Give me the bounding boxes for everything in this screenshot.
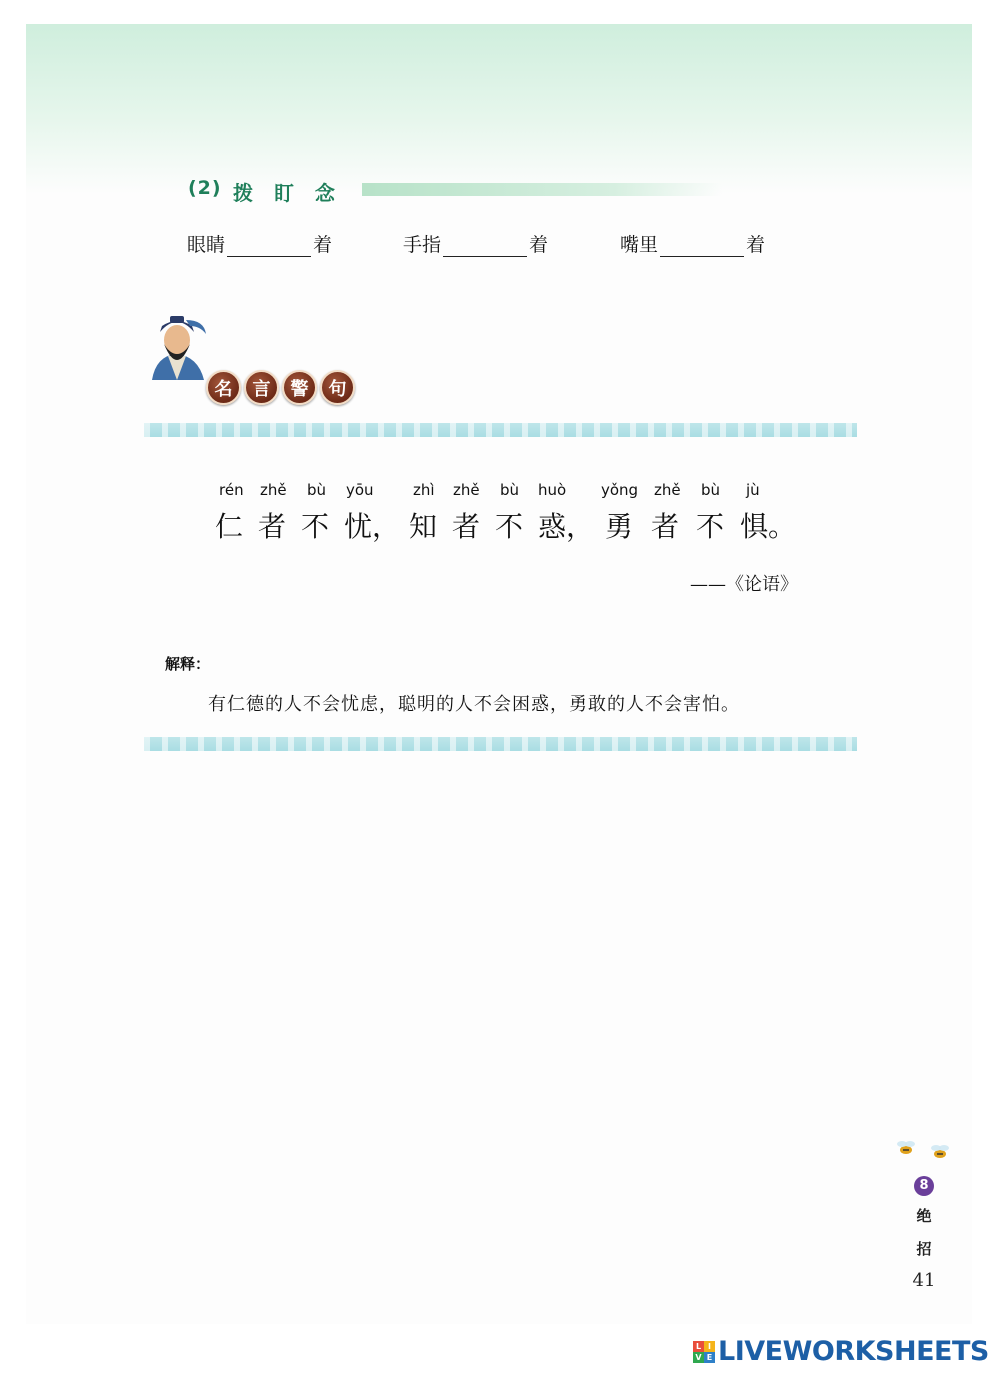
fill-item-prefix: 手指 (403, 234, 442, 256)
header-band (26, 24, 972, 194)
pinyin-row (0, 481, 1000, 503)
pinyin: zhě (654, 481, 681, 499)
quote-source: ——《论语》 (690, 574, 798, 595)
title-char: 名 (206, 370, 241, 405)
section-title-famous-quotes (206, 370, 355, 405)
quote-char: 者 (258, 510, 287, 543)
title-char: 句 (320, 370, 355, 405)
quote-char: 不 (696, 510, 725, 543)
fill-blank-input[interactable] (660, 236, 744, 257)
quote-char: 惑， (538, 510, 595, 543)
pinyin: zhì (413, 481, 435, 499)
confucius-illustration (146, 310, 208, 380)
pinyin: yǒng (601, 481, 639, 499)
quote-char: 者 (452, 510, 481, 543)
exercise-chars: 拨 盯 念 (233, 181, 335, 205)
pinyin: huò (538, 481, 567, 499)
quote-char: 惧。 (740, 510, 797, 543)
pinyin: zhě (260, 481, 287, 499)
fill-item-suffix: 着 (313, 234, 333, 256)
exercise-label: (2) (188, 177, 222, 199)
quote-char: 知 (409, 510, 438, 543)
decorative-border-bottom (144, 737, 857, 751)
pinyin: bù (307, 481, 327, 499)
fill-blank-input[interactable] (227, 236, 311, 257)
pinyin: jù (746, 481, 760, 499)
pinyin: yōu (346, 481, 374, 499)
quote-char: 忧， (344, 510, 401, 543)
exercise-bar (362, 183, 722, 196)
liveworksheets-brand[interactable] (693, 1336, 989, 1367)
fill-item-suffix: 着 (746, 234, 766, 256)
page-side-marker (892, 1132, 956, 1291)
fill-item-eyes (187, 230, 332, 257)
fill-item-mouth (620, 230, 765, 257)
liveworksheets-logo-icon: L I V E (693, 1341, 715, 1363)
brand-name: LIVEWORKSHEETS (718, 1336, 989, 1367)
quote-char: 者 (651, 510, 680, 543)
quote-char: 仁 (215, 510, 244, 543)
bees-icon (892, 1132, 956, 1168)
lesson-number-badge: 8 (914, 1176, 934, 1196)
quote-char: 不 (301, 510, 330, 543)
fill-item-suffix: 着 (529, 234, 549, 256)
fill-item-fingers (403, 230, 548, 257)
pinyin: rén (219, 481, 244, 499)
pinyin: bù (701, 481, 721, 499)
pinyin: zhě (453, 481, 480, 499)
decorative-border-top (144, 423, 857, 437)
pinyin: bù (500, 481, 520, 499)
title-char: 言 (244, 370, 279, 405)
lesson-title-char: 绝 (916, 1207, 932, 1225)
lesson-title-char: 招 (916, 1240, 932, 1258)
title-char: 警 (282, 370, 317, 405)
fill-item-prefix: 眼睛 (187, 234, 226, 256)
explanation-text: 有仁德的人不会忧虑，聪明的人不会困惑，勇敢的人不会害怕。 (208, 694, 740, 715)
explanation-label: 解释： (165, 655, 211, 673)
page-number: 41 (912, 1270, 936, 1291)
fill-blank-input[interactable] (443, 236, 527, 257)
quote-text (0, 505, 1000, 547)
quote-char: 不 (495, 510, 524, 543)
fill-item-prefix: 嘴里 (620, 234, 659, 256)
quote-char: 勇 (605, 510, 634, 543)
page-background (26, 24, 972, 1324)
